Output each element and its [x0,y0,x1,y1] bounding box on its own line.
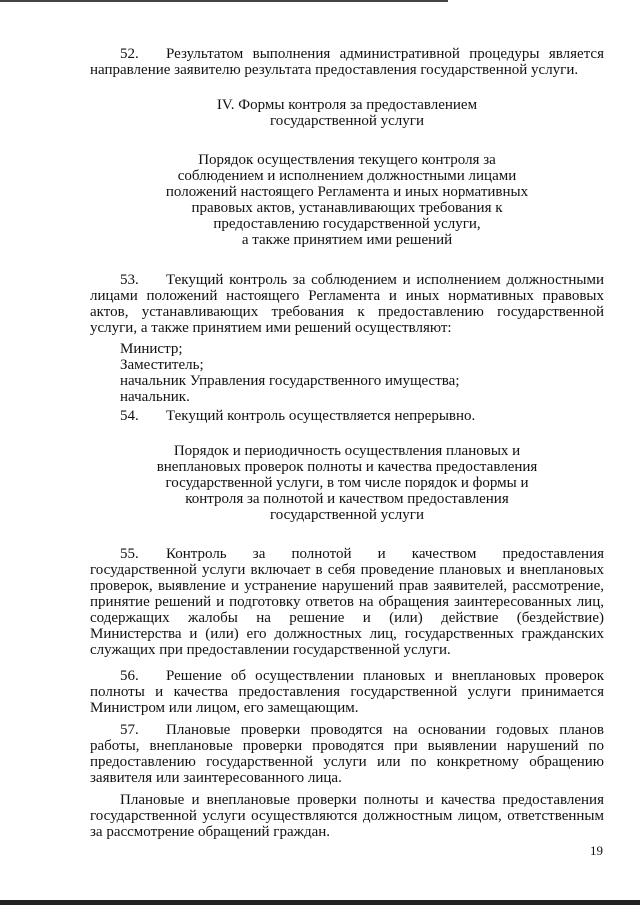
paragraph-text: государственной услуги включает в себя проведение плановых и внеплановых [90,562,604,578]
responsible-list [90,341,604,405]
paragraph-57 [90,722,604,786]
paragraph-text: полноты и качества предоставления государственной услуги принимается [90,684,604,700]
subheading-line: внеплановых проверок полноты и качества предоставления [156,459,538,475]
page-number: 19 [590,843,603,858]
subheading-line: государственной услуги, в том числе порядок и формы и [165,475,529,491]
paragraph-text: Министерства и (или) его должностных лиц, государственных гражданских [90,626,604,642]
paragraph-text: заявителя или заинтересованного лица. [90,770,342,786]
paragraph-text: Плановые проверки проводятся на основании годовых планов [166,722,604,738]
paragraph-text: проверок, выявление и устранение нарушений прав заявителей, рассмотрение, [90,578,604,594]
paragraph-number: 52. [120,46,139,62]
subheading-line: Порядок осуществления текущего контроля за [198,152,496,168]
subheading-line: а также принятием ими решений [241,232,453,248]
subheading-line: положений настоящего Регламента и иных нормативных [165,184,529,200]
subheading-current-control [90,152,604,248]
paragraph-text: содержащих жалобы на решение и (или) действие (бездействие) [90,610,604,626]
paragraph-number: 57. [120,722,139,738]
paragraph-56 [90,668,604,716]
subheading-line: правовых актов, устанавливающих требования к [191,200,503,216]
subheading-line: государственной услуги [270,507,424,523]
list-item: начальник. [120,389,190,405]
paragraph-58 [90,792,604,840]
paragraph-52 [90,46,604,78]
paragraph-text: лицами положений настоящего Регламента и иных нормативных правовых [90,288,604,304]
paragraph-text: Текущий контроль осуществляется непрерывно. [166,408,476,424]
subheading-line: Порядок и периодичность осуществления плановых и [173,443,521,459]
subheading-inspections [90,443,604,523]
paragraph-text: Министром или лицом, его замещающим. [90,700,359,716]
paragraph-text: принятие решений и подготовку ответов на обращения заинтересованных лиц, [90,594,604,610]
paragraph-text: государственной услуги осуществляются должностным лицом, ответственным [90,808,604,824]
scan-edge-bottom [0,900,640,905]
list-item: Заместитель; [120,357,204,373]
paragraph-text: Контроль за полнотой и качеством предоставления [166,546,604,562]
paragraph-number: 56. [120,668,139,684]
paragraph-text: услуги, а также принятием ими решений осуществляют: [90,320,452,336]
paragraph-text: актов, устанавливающих требования к предоставлению государственной [90,304,604,320]
paragraph-text: за рассмотрение обращений граждан. [90,824,331,840]
list-item: Министр; [120,341,183,357]
paragraph-53 [90,272,604,336]
paragraph-text: Плановые и внеплановые проверки полноты и качества предоставления [120,792,604,808]
section-title: государственной услуги [270,113,424,129]
paragraph-54 [90,408,604,424]
paragraph-text: служащих при предоставлении государственной услуги. [90,642,451,658]
paragraph-text: Решение об осуществлении плановых и внеплановых проверок [166,668,604,684]
paragraph-text: предоставлению государственной услуги или по конкретному обращению [90,754,604,770]
scan-edge-top [0,0,448,2]
subheading-line: соблюдением и исполнением должностными лицами [177,168,517,184]
paragraph-text: работы, внеплановые проверки проводятся при выявлении нарушений по [90,738,604,754]
section-heading-iv [90,97,604,129]
paragraph-55 [90,546,604,658]
paragraph-number: 54. [120,408,139,424]
paragraph-text: Текущий контроль за соблюдением и исполнением должностными [166,272,604,288]
paragraph-text: Результатом выполнения административной процедуры является [166,46,604,62]
subheading-line: предоставлению государственной услуги, [213,216,481,232]
subheading-line: контроля за полнотой и качеством предоставления [185,491,509,507]
paragraph-number: 55. [120,546,139,562]
list-item: начальник Управления государственного имущества; [120,373,460,389]
paragraph-text: направление заявителю результата предоставления государственной услуги. [90,62,579,78]
paragraph-number: 53. [120,272,139,288]
section-title: IV. Формы контроля за предоставлением [216,97,478,113]
